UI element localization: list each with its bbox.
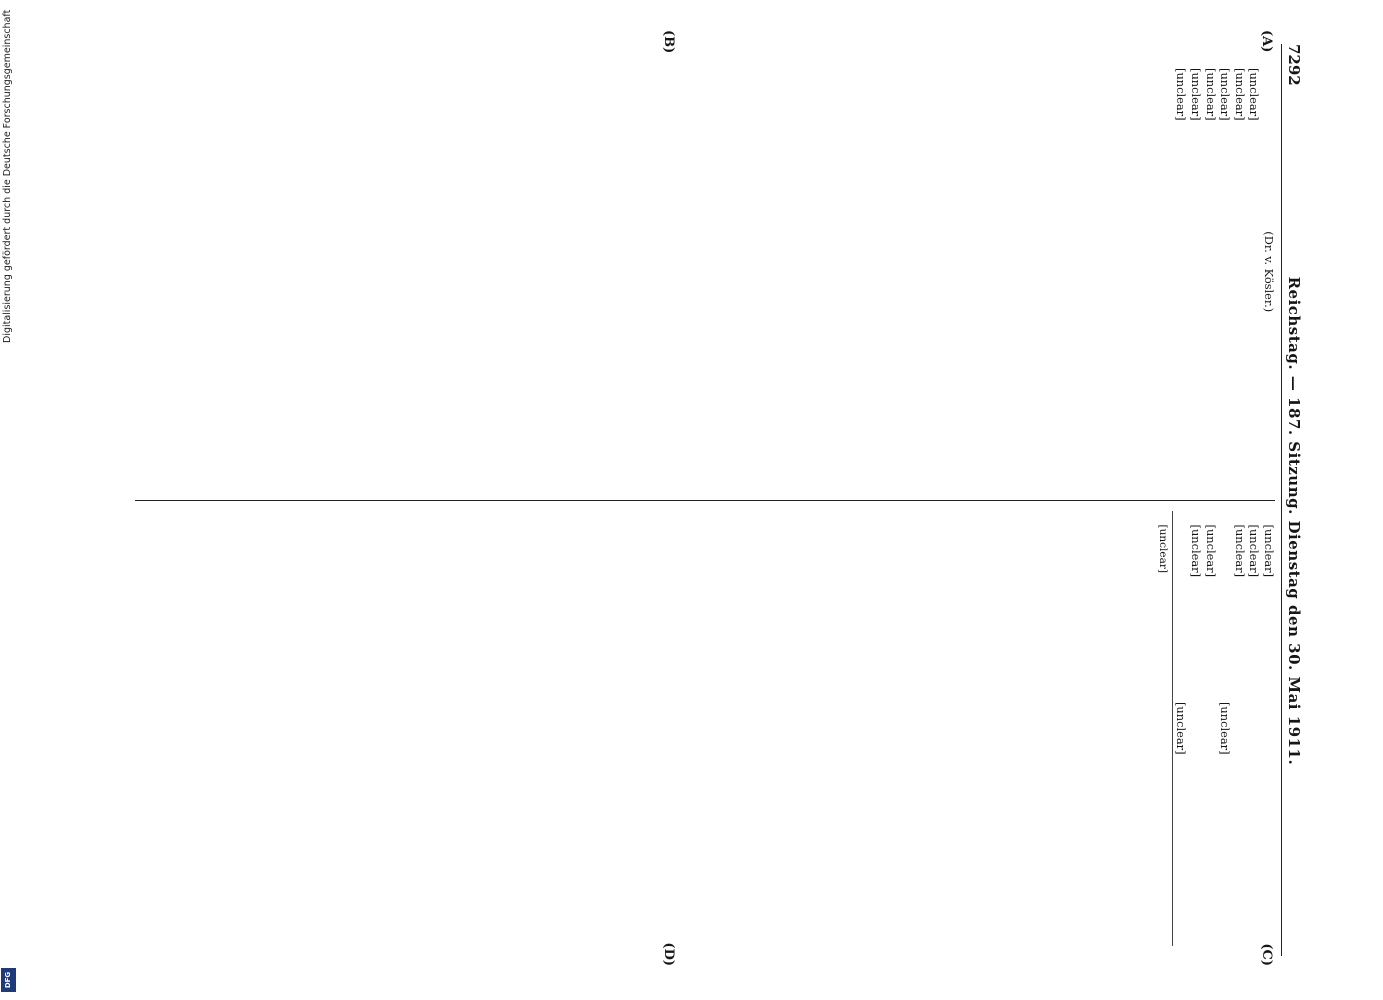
closing-note: [unclear] [1174, 701, 1189, 755]
left-paragraph: [unclear] [1174, 68, 1189, 121]
right-paragraph: [unclear] [1189, 524, 1204, 578]
margin-marker-b: (B) [661, 30, 676, 54]
right-paragraph: [unclear] [1232, 524, 1247, 578]
digitization-credit: Digitalisierung gefördert durch die Deutsche Forschungsgemeinschaft [2, 10, 13, 344]
left-paragraph: [unclear] [1232, 68, 1247, 121]
margin-marker-a: (A) [1259, 30, 1274, 53]
left-paragraph: [unclear] [1247, 68, 1262, 121]
left-paragraph: [unclear] [1218, 68, 1233, 121]
page-number: 7292 [1285, 44, 1303, 86]
margin-marker-d: (D) [661, 942, 676, 966]
left-paragraph: [unclear] [1189, 68, 1204, 121]
right-paragraph: [unclear] [1247, 524, 1262, 578]
margin-marker-c: (C) [1259, 943, 1274, 966]
right-paragraph: [unclear] [1203, 524, 1218, 578]
speaker-note: (Dr. v. Kösler.) [1262, 231, 1276, 313]
dfg-logo: DFG [1, 968, 16, 992]
page-header [1281, 44, 1303, 956]
page-title: Reichstag. — 187. Sitzung. Dienstag den 30. Mai 1911. [1285, 276, 1303, 766]
footnote: [unclear] [1155, 511, 1173, 947]
left-paragraph: [unclear] [1203, 68, 1218, 121]
right-column [135, 501, 1276, 966]
left-column [135, 30, 1276, 501]
document-page [71, 30, 1311, 970]
section-title: [unclear] [1218, 701, 1233, 755]
text-columns [135, 30, 1276, 966]
right-paragraph: [unclear] [1262, 524, 1276, 578]
